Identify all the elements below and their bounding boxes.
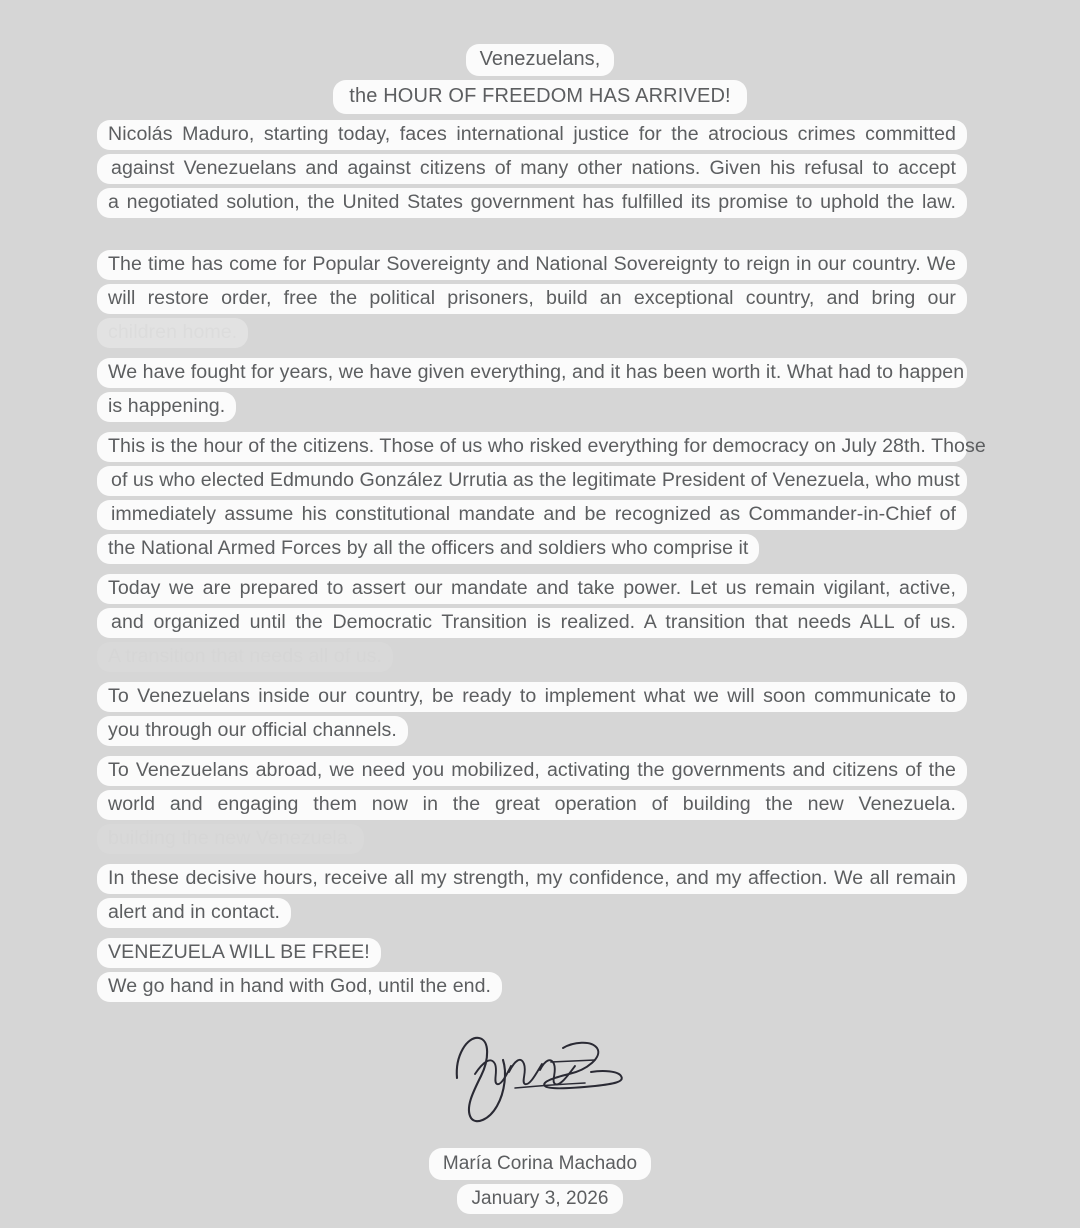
document-footer [0, 1148, 1080, 1214]
paragraph-line: world and engaging them now in the great operation of building the new Venezuela. [97, 790, 967, 820]
paragraph-line: immediately assume his constitutional mandate and be recognized as Commander-in-Chief of [97, 500, 967, 530]
document-header [0, 44, 1080, 114]
paragraph-line: The time has come for Popular Sovereignty and National Sovereignty to reign in our country. We [97, 250, 967, 280]
paragraph-spacer [97, 348, 977, 358]
paragraph-spacer [97, 854, 977, 864]
paragraph-spacer [97, 746, 977, 756]
paragraph-line: Nicolás Maduro, starting today, faces international justice for the atrocious crimes committed [97, 120, 967, 150]
paragraph-8 [97, 864, 977, 928]
paragraph-line: To Venezuelans abroad, we need you mobilized, activating the governments and citizens of the [97, 756, 967, 786]
paragraph-line: of us who elected Edmundo González Urrutia as the legitimate President of Venezuela, who must [97, 466, 967, 496]
paragraph-1 [97, 120, 977, 218]
closing-line: We go hand in hand with God, until the end. [97, 972, 502, 1002]
paragraph-2 [97, 250, 977, 348]
paragraph-line: is happening. [97, 392, 236, 422]
paragraph-4 [97, 432, 986, 564]
paragraph-spacer [97, 218, 977, 250]
paragraph-line: will restore order, free the political prisoners, build an exceptional country, and bring our [97, 284, 967, 314]
paragraph-line: against Venezuelans and against citizens of many other nations. Given his refusal to accept [97, 154, 967, 184]
paragraph-line: the National Armed Forces by all the officers and soldiers who comprise it [97, 534, 759, 564]
paragraph-line: To Venezuelans inside our country, be ready to implement what we will soon communicate to [97, 682, 967, 712]
document-date: January 3, 2026 [457, 1184, 622, 1214]
paragraph-line: and organized until the Democratic Transition is realized. A transition that needs ALL of us. [97, 608, 967, 638]
paragraph-spacer [97, 422, 977, 432]
closing-slogan: VENEZUELA WILL BE FREE! [97, 938, 381, 968]
paragraph-line: a negotiated solution, the United States government has fulfilled its promise to uphold the law. [97, 188, 967, 218]
paragraph-line-faded: children home. [97, 318, 248, 348]
paragraph-line: This is the hour of the citizens. Those of us who risked everything for democracy on July 28th. Those [97, 432, 967, 462]
paragraph-9 [97, 938, 977, 1002]
document-body [97, 120, 986, 1002]
paragraph-line: Today we are prepared to assert our mandate and take power. Let us remain vigilant, active, [97, 574, 967, 604]
paragraph-line: We have fought for years, we have given everything, and it has been worth it. What had to happen [97, 358, 967, 388]
paragraph-spacer [97, 672, 977, 682]
paragraph-line: alert and in contact. [97, 898, 291, 928]
paragraph-line-faded: building the new Venezuela. [97, 824, 364, 854]
header-salutation: Venezuelans, [466, 44, 615, 76]
paragraph-7 [97, 756, 977, 854]
paragraph-line-faded: A transition that needs all of us. [97, 642, 393, 672]
handwritten-signature-icon [445, 1026, 635, 1126]
author-name: María Corina Machado [429, 1148, 651, 1180]
paragraph-spacer [97, 928, 977, 938]
paragraph-3 [97, 358, 977, 422]
paragraph-spacer [97, 564, 977, 574]
paragraph-line: you through our official channels. [97, 716, 408, 746]
paragraph-6 [97, 682, 977, 746]
signature-block [0, 1026, 1080, 1126]
paragraph-line: In these decisive hours, receive all my strength, my confidence, and my affection. We all remain [97, 864, 967, 894]
paragraph-5 [97, 574, 977, 672]
header-headline: the HOUR OF FREEDOM HAS ARRIVED! [333, 80, 747, 114]
